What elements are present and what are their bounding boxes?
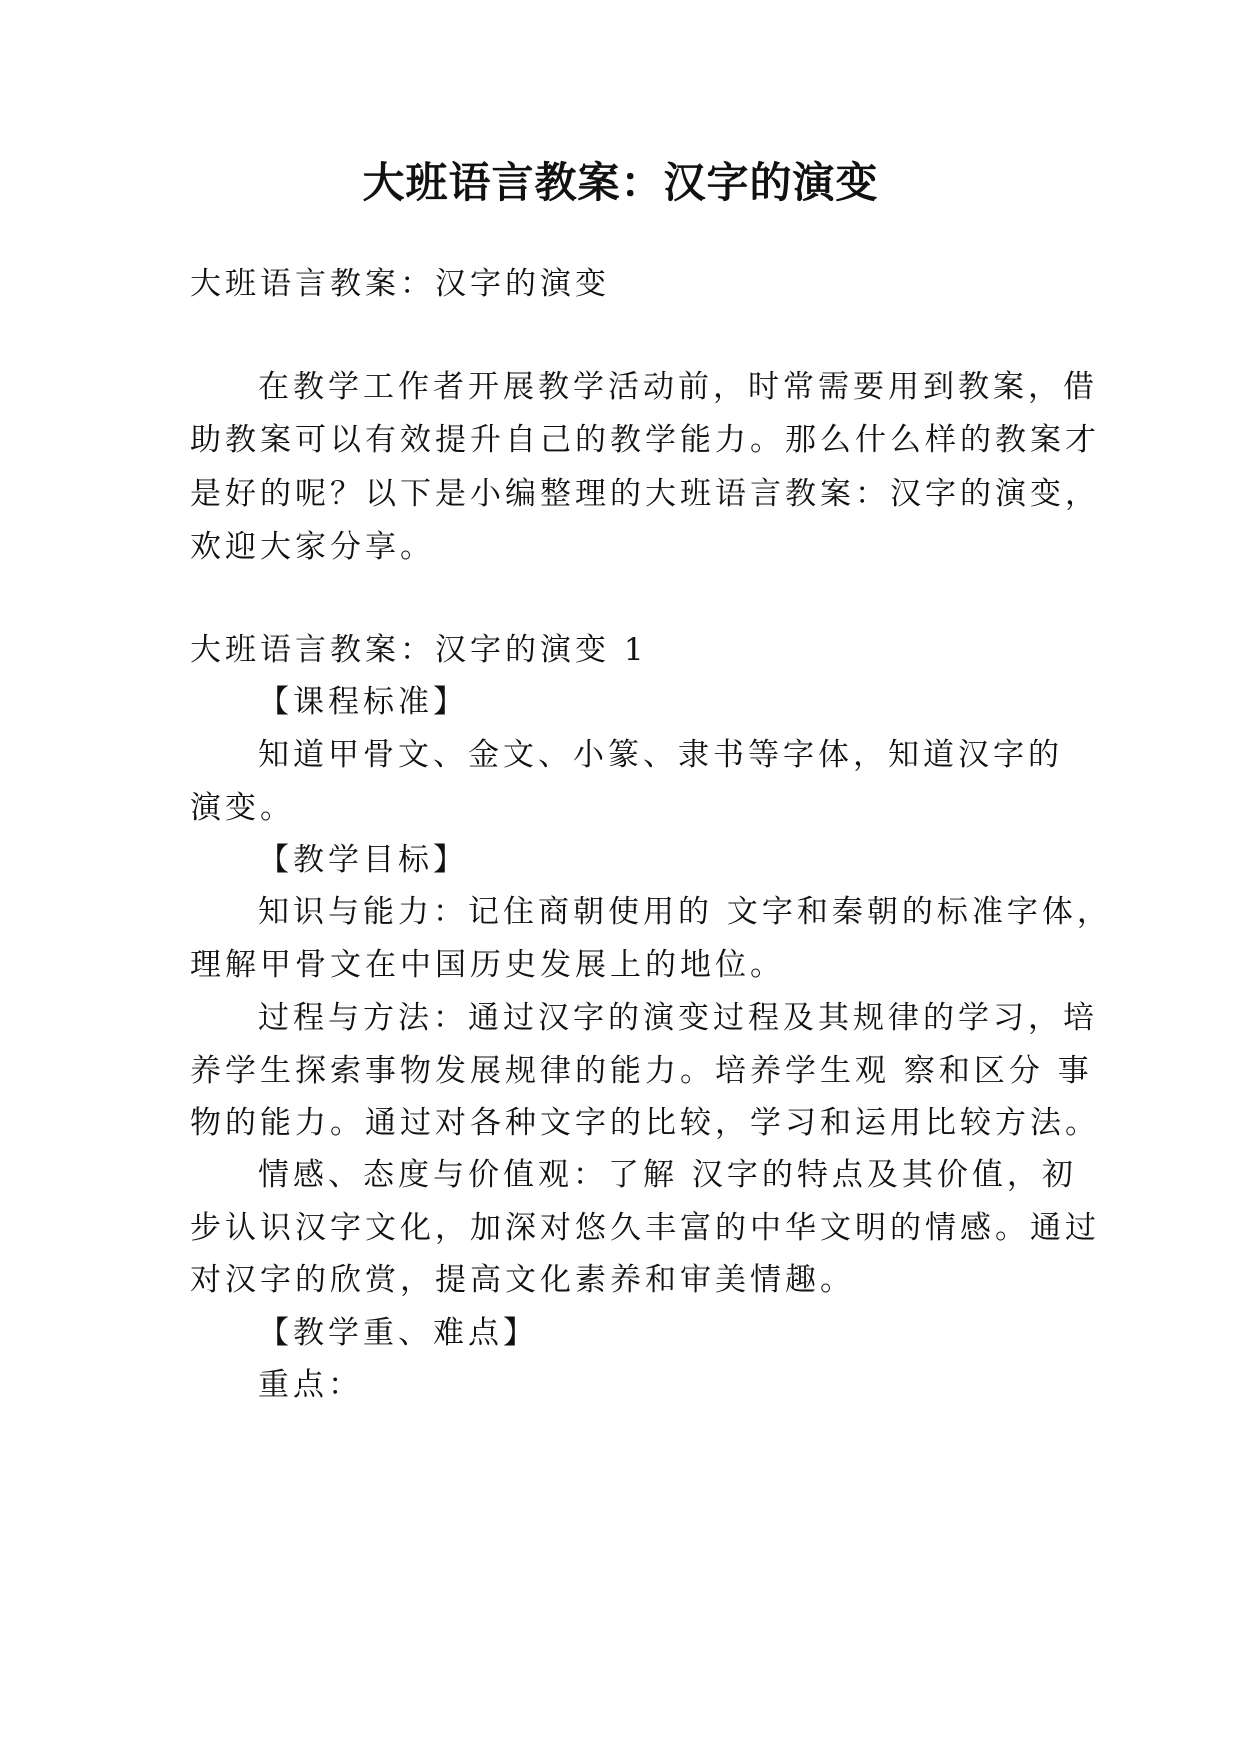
document-title: 大班语言教案：汉字的演变 [362, 158, 879, 207]
emotion-line-3: 对汉字的欣赏，提高文化素养和审美情趣。 [190, 1262, 855, 1298]
knowledge-line-2: 理解甲骨文在中国历史发展上的地位。 [190, 947, 785, 983]
emotion-line-2: 步认识汉字文化，加深对悠久丰富的中华文明的情感。通过 [190, 1210, 1100, 1246]
process-line-2: 养学生探索事物发展规律的能力。培养学生观 察和区分 事 [190, 1053, 1093, 1089]
course-standard-heading: 【课程标准】 [258, 684, 468, 720]
intro-line-4: 欢迎大家分享。 [190, 529, 435, 565]
subtitle-line: 大班语言教案：汉字的演变 [190, 266, 610, 302]
intro-line-2: 助教案可以有效提升自己的教学能力。那么什么样的教案才 [190, 422, 1100, 458]
key-points-heading: 【教学重、难点】 [258, 1315, 538, 1351]
intro-line-3: 是好的呢？以下是小编整理的大班语言教案：汉字的演变， [190, 476, 1100, 512]
teaching-goals-heading: 【教学目标】 [258, 842, 468, 878]
intro-line-1: 在教学工作者开展教学活动前，时常需要用到教案，借 [258, 369, 1098, 405]
course-standard-line-2: 演变。 [190, 790, 295, 826]
course-standard-line-1: 知道甲骨文、金文、小篆、隶书等字体，知道汉字的 [258, 737, 1063, 773]
section-title: 大班语言教案：汉字的演变 1 [190, 632, 648, 668]
process-line-3: 物的能力。通过对各种文字的比较，学习和运用比较方法。 [190, 1105, 1100, 1141]
process-line-1: 过程与方法：通过汉字的演变过程及其规律的学习，培 [258, 1000, 1098, 1036]
emotion-line-1: 情感、态度与价值观：了解 汉字的特点及其价值，初 [258, 1157, 1077, 1193]
knowledge-line-1: 知识与能力：记住商朝使用的 文字和秦朝的标准字体， [258, 894, 1112, 930]
key-point-label: 重点： [258, 1367, 363, 1403]
